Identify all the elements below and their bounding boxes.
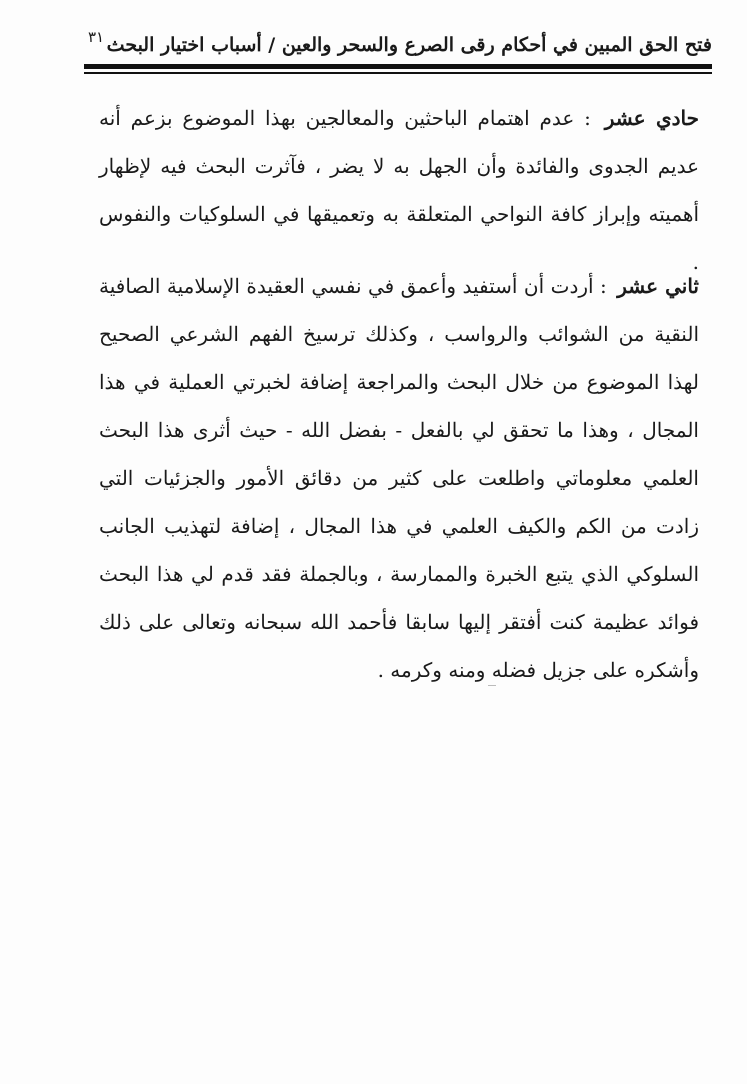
header-rule-thick — [84, 64, 712, 69]
paragraph-eleventh — [99, 94, 699, 286]
paragraph-lead: حادي عشر — [604, 106, 700, 130]
running-header-title: فتح الحق المبين في أحكام رقى الصرع والسحر والعين / أسباب اختيار البحث — [106, 34, 712, 56]
paragraph-text: : أردت أن أستفيد وأعمق في نفسي العقيدة الإسلامية الصافية النقية من الشوائب والرواسب ، وكذلك ترسيخ الفهم الشرعي الصحيح لهذا الموضوع من خلال البحث والمراجعة إضافة لخبرتي العملية في هذا المجال ، وهذا ما تحقق لي بالفعل - بفضل الله - حيث أثرى هذا البحث العلمي معلوماتي واطلعت على كثير من دقائق الأمور والجزئيات التي زادت من الكم والكيف العلمي في هذا المجال ، إضافة لتهذيب الجانب السلوكي الذي يتبع الخبرة والممارسة ، وبالجملة فقد قدم لي هذا البحث فوائد عظيمة كنت أفتقر إليها سابقا فأحمد الله سبحانه وتعالى على ذلك وأشكره على جزيل فضله ومنه وكرمه . — [99, 274, 699, 682]
page-header — [82, 28, 712, 68]
header-rule-thin — [84, 72, 712, 74]
page-number: ٣١ — [88, 28, 105, 46]
scan-speck — [488, 685, 496, 686]
paragraph-lead: ثاني عشر — [617, 274, 699, 298]
paragraph-text: : عدم اهتمام الباحثين والمعالجين بهذا الموضوع بزعم أنه عديم الجدوى والفائدة وأن الجهل به لا يضر ، فآثرت البحث فيه لإظهار أهميته وإبراز كافة النواحي المتعلقة به وتعميقها في السلوكيات والنفوس . — [99, 106, 699, 274]
paragraph-twelfth — [99, 262, 699, 694]
